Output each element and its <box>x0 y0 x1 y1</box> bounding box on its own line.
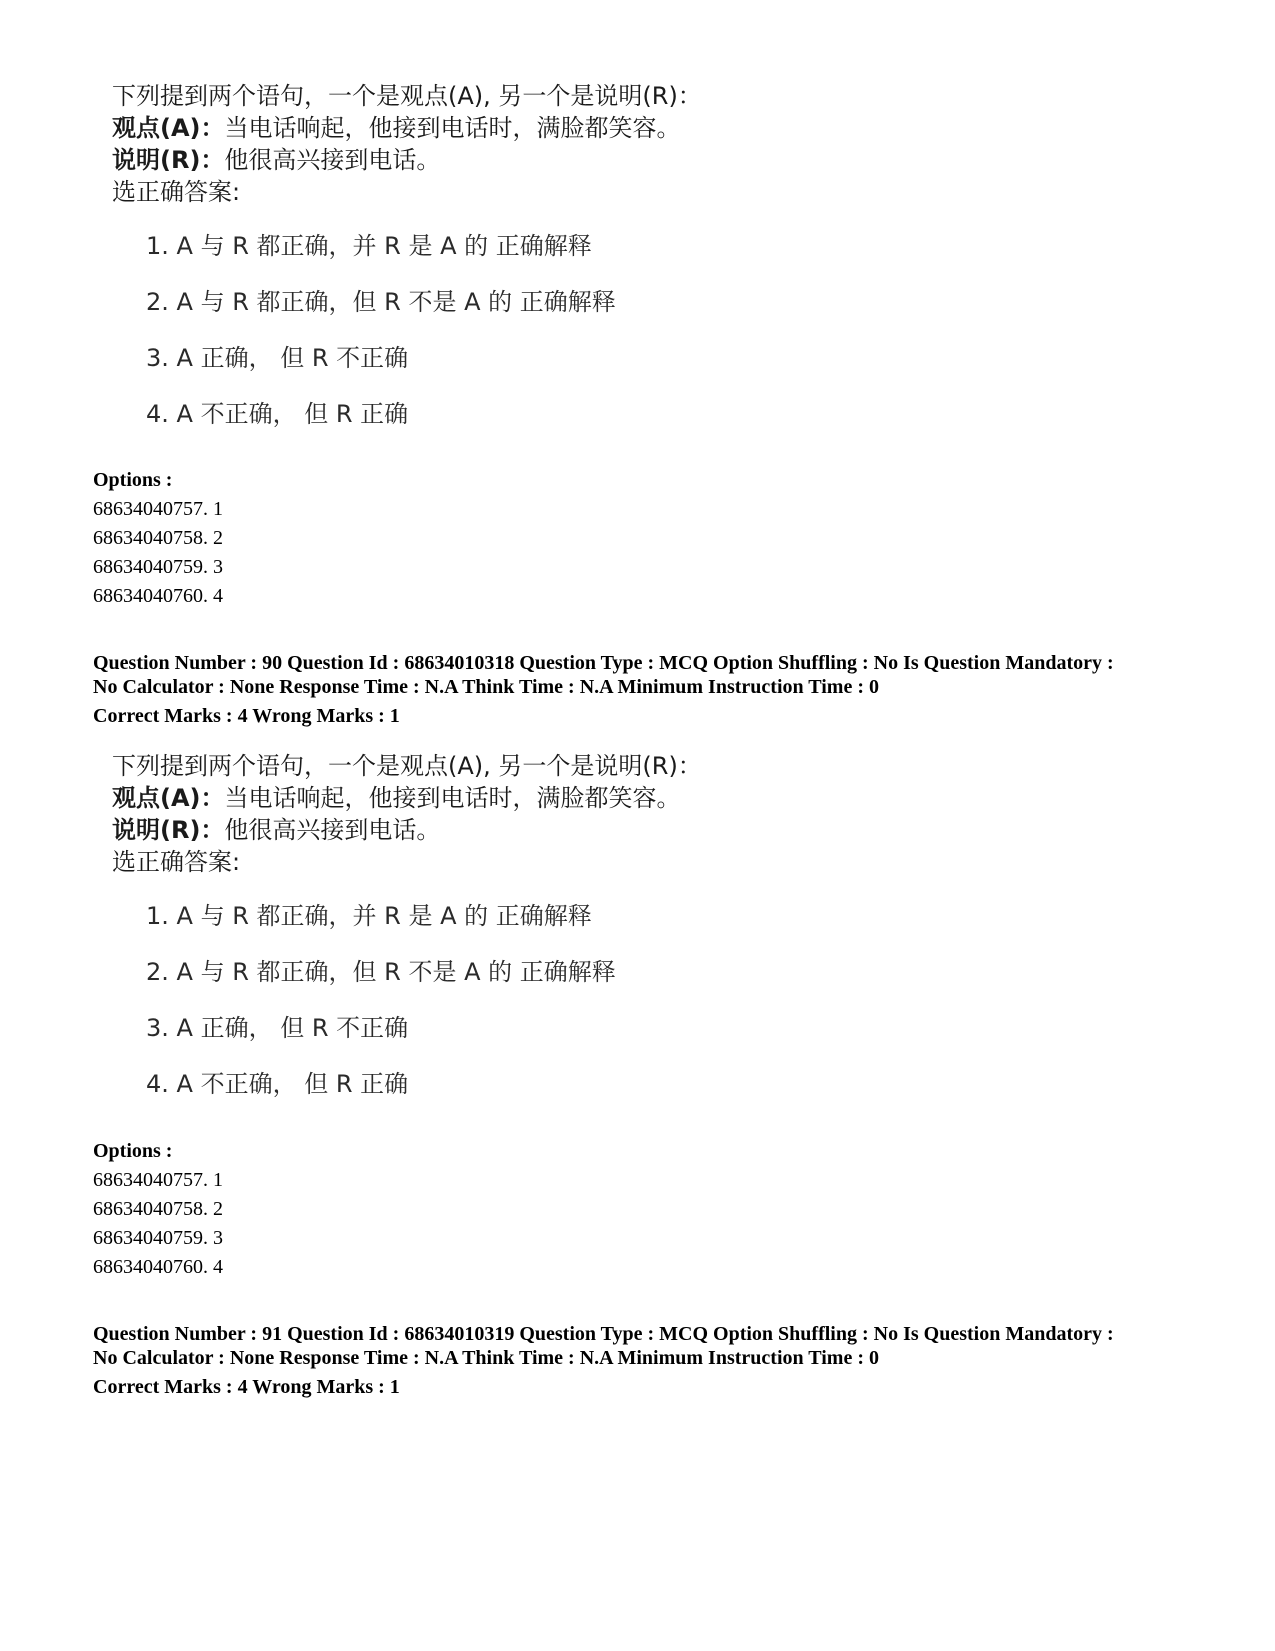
question-meta-line: No Calculator : None Response Time : N.A Think Time : N.A Minimum Instruction Time : 0 <box>93 1347 879 1369</box>
assertion-line <box>112 112 752 144</box>
options-title: Options : <box>93 1140 173 1162</box>
question-image <box>112 80 752 454</box>
question-image <box>112 750 752 1124</box>
question-prompt: 选正确答案: <box>112 178 241 206</box>
reason-label: 说明(R)： <box>112 816 225 844</box>
question-meta-line: Question Number : 91 Question Id : 68634010319 Question Type : MCQ Option Shuffling : No Is Question Mandatory : <box>93 1323 1114 1345</box>
choice-item: 3. A 正确， 但 R 不正确 <box>146 1014 409 1042</box>
question-meta-line: No Calculator : None Response Time : N.A Think Time : N.A Minimum Instruction Time : 0 <box>93 676 879 698</box>
assertion-text: 当电话响起，他接到电话时，满脸都笑容。 <box>224 114 681 142</box>
choice-list <box>112 900 752 1124</box>
option-item: 68634040758. 2 <box>93 1198 223 1220</box>
option-item: 68634040757. 1 <box>93 498 223 520</box>
question-meta <box>93 1322 1193 1399</box>
question-meta-line: Question Number : 90 Question Id : 68634010318 Question Type : MCQ Option Shuffling : No Is Question Mandatory : <box>93 652 1114 674</box>
choice-item: 4. A 不正确， 但 R 正确 <box>146 400 409 428</box>
options-list <box>93 466 223 611</box>
question-marks: Correct Marks : 4 Wrong Marks : 1 <box>93 1376 400 1398</box>
assertion-text: 当电话响起，他接到电话时，满脸都笑容。 <box>224 784 681 812</box>
choice-item: 4. A 不正确， 但 R 正确 <box>146 1070 409 1098</box>
question-prompt: 选正确答案: <box>112 848 241 876</box>
assertion-label: 观点(A)： <box>112 784 225 812</box>
choice-item: 1. A 与 R 都正确，并 R 是 A 的 正确解释 <box>146 232 592 260</box>
assertion-line <box>112 782 752 814</box>
option-item: 68634040758. 2 <box>93 527 223 549</box>
choice-item: 3. A 正确， 但 R 不正确 <box>146 344 409 372</box>
reason-line <box>112 144 752 176</box>
option-item: 68634040759. 3 <box>93 556 223 578</box>
reason-line <box>112 814 752 846</box>
reason-label: 说明(R)： <box>112 146 225 174</box>
choice-item: 2. A 与 R 都正确，但 R 不是 A 的 正确解释 <box>146 288 616 316</box>
question-intro: 下列提到两个语句，一个是观点(A), 另一个是说明(R)： <box>112 82 702 110</box>
question-intro: 下列提到两个语句，一个是观点(A), 另一个是说明(R)： <box>112 752 702 780</box>
choice-item: 2. A 与 R 都正确，但 R 不是 A 的 正确解释 <box>146 958 616 986</box>
reason-text: 他很高兴接到电话。 <box>224 816 441 844</box>
choice-list <box>112 230 752 454</box>
option-item: 68634040760. 4 <box>93 1256 223 1278</box>
question-meta <box>93 651 1193 728</box>
options-title: Options : <box>93 469 173 491</box>
option-item: 68634040757. 1 <box>93 1169 223 1191</box>
assertion-label: 观点(A)： <box>112 114 225 142</box>
option-item: 68634040759. 3 <box>93 1227 223 1249</box>
option-item: 68634040760. 4 <box>93 585 223 607</box>
choice-item: 1. A 与 R 都正确，并 R 是 A 的 正确解释 <box>146 902 592 930</box>
options-list <box>93 1137 223 1282</box>
reason-text: 他很高兴接到电话。 <box>224 146 441 174</box>
question-marks: Correct Marks : 4 Wrong Marks : 1 <box>93 705 400 727</box>
